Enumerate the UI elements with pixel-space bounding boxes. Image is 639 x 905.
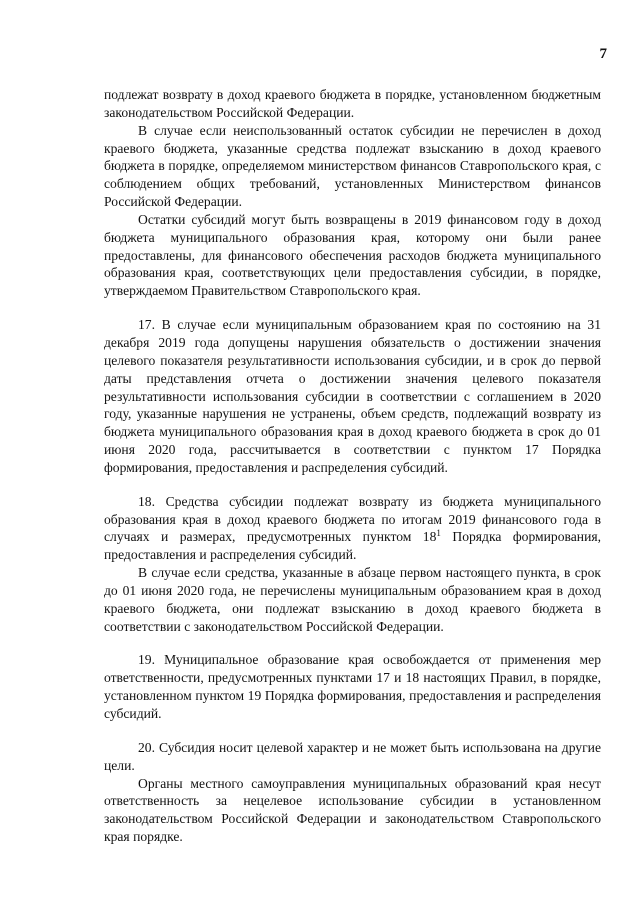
paragraph-clause-18 xyxy=(104,493,601,564)
paragraph-clause-20: 20. Субсидия носит целевой характер и не может быть использована на другие цели. xyxy=(104,739,601,773)
document-body xyxy=(104,86,601,846)
clause-18-text-before: 18. Средства субсидии подлежат возврату из бюджета муниципального образования края в доход краевого бюджета по итогам 2019 финансового года в случаях и размерах, предусмотренных пунктом 18 xyxy=(104,493,601,545)
paragraph-continuation: подлежат возврату в доход краевого бюджета в порядке, установленном бюджетным законодательством Российской Федерации. xyxy=(104,87,601,120)
paragraph-clause-18-recovery: В случае если средства, указанные в абзаце первом настоящего пункта, в срок до 01 июня 2020 года, не перечислены муниципальным образованием края в доход краевого бюджета, они подлежат взысканию в доход краевого бюджета в соответствии с законодательством Российской Федерации. xyxy=(104,565,601,634)
paragraph-local-authorities: Органы местного самоуправления муниципальных образований края несут ответственность за нецелевое использование субсидии в установленном законодательством Российской Федерации и законодательством Ставропольского края порядке. xyxy=(104,775,601,845)
clause-18-text-after: Порядка формирования, предоставления и распределения субсидий. xyxy=(104,529,601,563)
clause-18-superscript: 1 xyxy=(436,528,441,539)
paragraph-unused-balance: В случае если неиспользованный остаток субсидии не перечислен в доход краевого бюджета, указанные средства подлежат взысканию в доход краевого бюджета в порядке, определяемом министерством финансов Ставропольского края, с соблюдением общих требований, установленных Министерством финансов Российской Федерации. xyxy=(104,122,601,210)
paragraph-balance-return: Остатки субсидий могут быть возвращены в 2019 финансовом году в доход бюджета муниципального образования края, которому они были ранее предоставлены, для финансового обеспечения расходов бюджета муниципального образования края, соответствующих цели предоставления субсидии, в порядке, утверждаемом Правительством Ставропольского края. xyxy=(104,211,601,299)
paragraph-clause-19: 19. Муниципальное образование края освобождается от применения мер ответственности, предусмотренных пунктами 17 и 18 настоящих Правил, в порядке, установленном пунктом 19 Порядка формирования, предоставления и распределения субсидий. xyxy=(104,652,601,721)
paragraph-clause-17: 17. В случае если муниципальным образованием края по состоянию на 31 декабря 2019 года допущены нарушения обязательств о достижении значения целевого показателя результативности использования субсидии, и в срок до первой даты представления отчета о достижении значения целевого показателя результативности использования субсидии в соответствии с соглашением в 2020 году, указанные нарушения не устранены, объем средств, подлежащий возврату из бюджета муниципального образования края в доход краевого бюджета в срок до 01 июня 2020 года, рассчитывается в соответствии с пунктом 17 Порядка формирования, предоставления и распределения субсидий. xyxy=(104,317,601,475)
page-number: 7 xyxy=(599,46,607,62)
